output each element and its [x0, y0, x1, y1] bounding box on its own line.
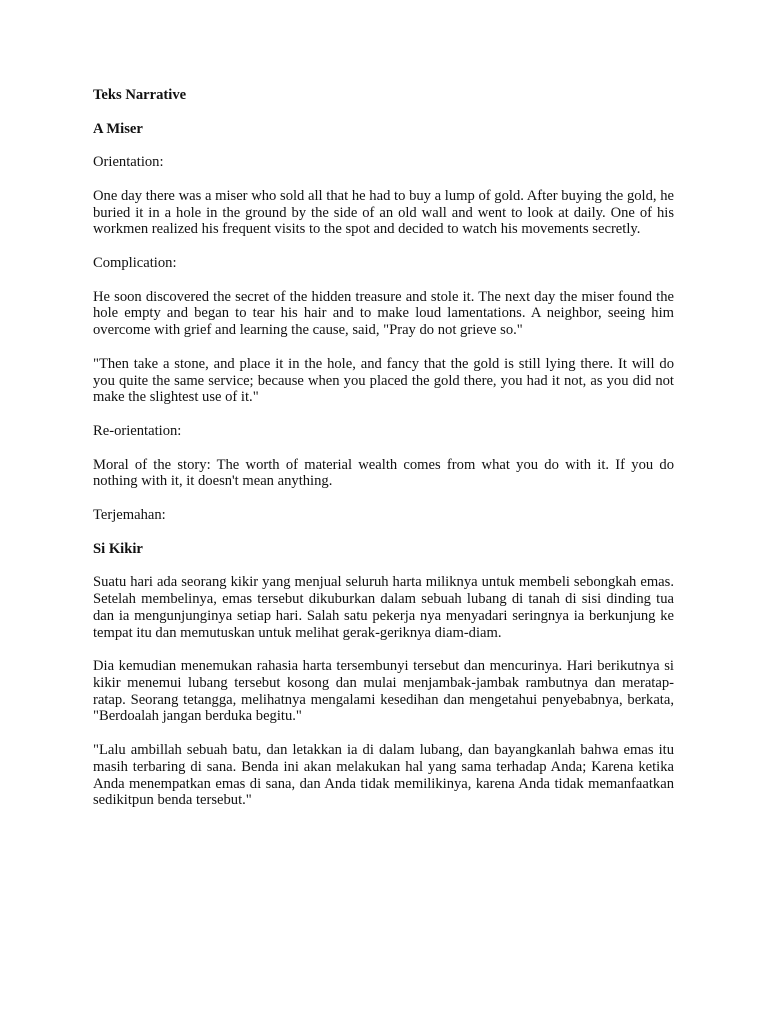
translation-heading: Terjemahan: [93, 506, 166, 523]
reorientation-heading: Re-orientation: [93, 422, 182, 439]
orientation-paragraph: One day there was a miser who sold all that he had to buy a lump of gold. After buying the gold, he buried it in a hole in the ground by the side of an old wall and went to look at daily. One of his workmen realized his frequent visits to the spot and decided to watch his movements secretly. [93, 187, 674, 238]
reorientation-paragraph: Moral of the story: The worth of material wealth comes from what you do with it. If you do nothing with it, it doesn't mean anything. [93, 456, 674, 490]
story-title: A Miser [93, 120, 143, 137]
complication-heading: Complication: [93, 254, 177, 271]
translation-title: Si Kikir [93, 540, 143, 557]
translation-paragraph-1: Suatu hari ada seorang kikir yang menjual seluruh harta miliknya untuk membeli sebongkah emas. Setelah membelinya, emas tersebut dikuburkan dalam sebuah lubang di tanah di sisi dinding tua dan ia mengunjunginya setiap hari. Salah satu pekerja nya menyadari seringnya ia berkunjung ke tempat itu dan memutuskan untuk melihat gerak-geriknya diam-diam. [93, 574, 674, 641]
translation-paragraph-3: "Lalu ambillah sebuah batu, dan letakkan ia di dalam lubang, dan bayangkanlah bahwa emas itu masih terbaring di sana. Benda ini akan melakukan hal yang sama terhadap Anda; Karena ketika Anda menempatkan emas di sana, dan Anda tidak memilikinya, karena Anda tidak memanfaatkan sedikitpun benda tersebut." [93, 742, 674, 809]
document-title: Teks Narrative [93, 87, 187, 103]
complication-paragraph-1: He soon discovered the secret of the hidden treasure and stole it. The next day the miser found the hole empty and began to tear his hair and to make loud lamentations. A neighbor, seeing him overcome with grief and learning the cause, said, "Pray do not grieve so." [93, 288, 674, 339]
document-page [93, 87, 674, 826]
complication-paragraph-2: "Then take a stone, and place it in the hole, and fancy that the gold is still lying there. It will do you quite the same service; because when you placed the gold there, you had it not, as you did not make the slightest use of it." [93, 355, 674, 406]
orientation-heading: Orientation: [93, 154, 164, 171]
translation-paragraph-2: Dia kemudian menemukan rahasia harta tersembunyi tersebut dan mencurinya. Hari berikutnya si kikir menemui lubang tersebut kosong dan mulai menjambak-jambak rambutnya dan meratap-ratap. Seorang tetangga, melihatnya mengalami kesedihan dan mengetahui penyebabnya, berkata, "Berdoalah jangan berduka begitu." [93, 658, 674, 725]
